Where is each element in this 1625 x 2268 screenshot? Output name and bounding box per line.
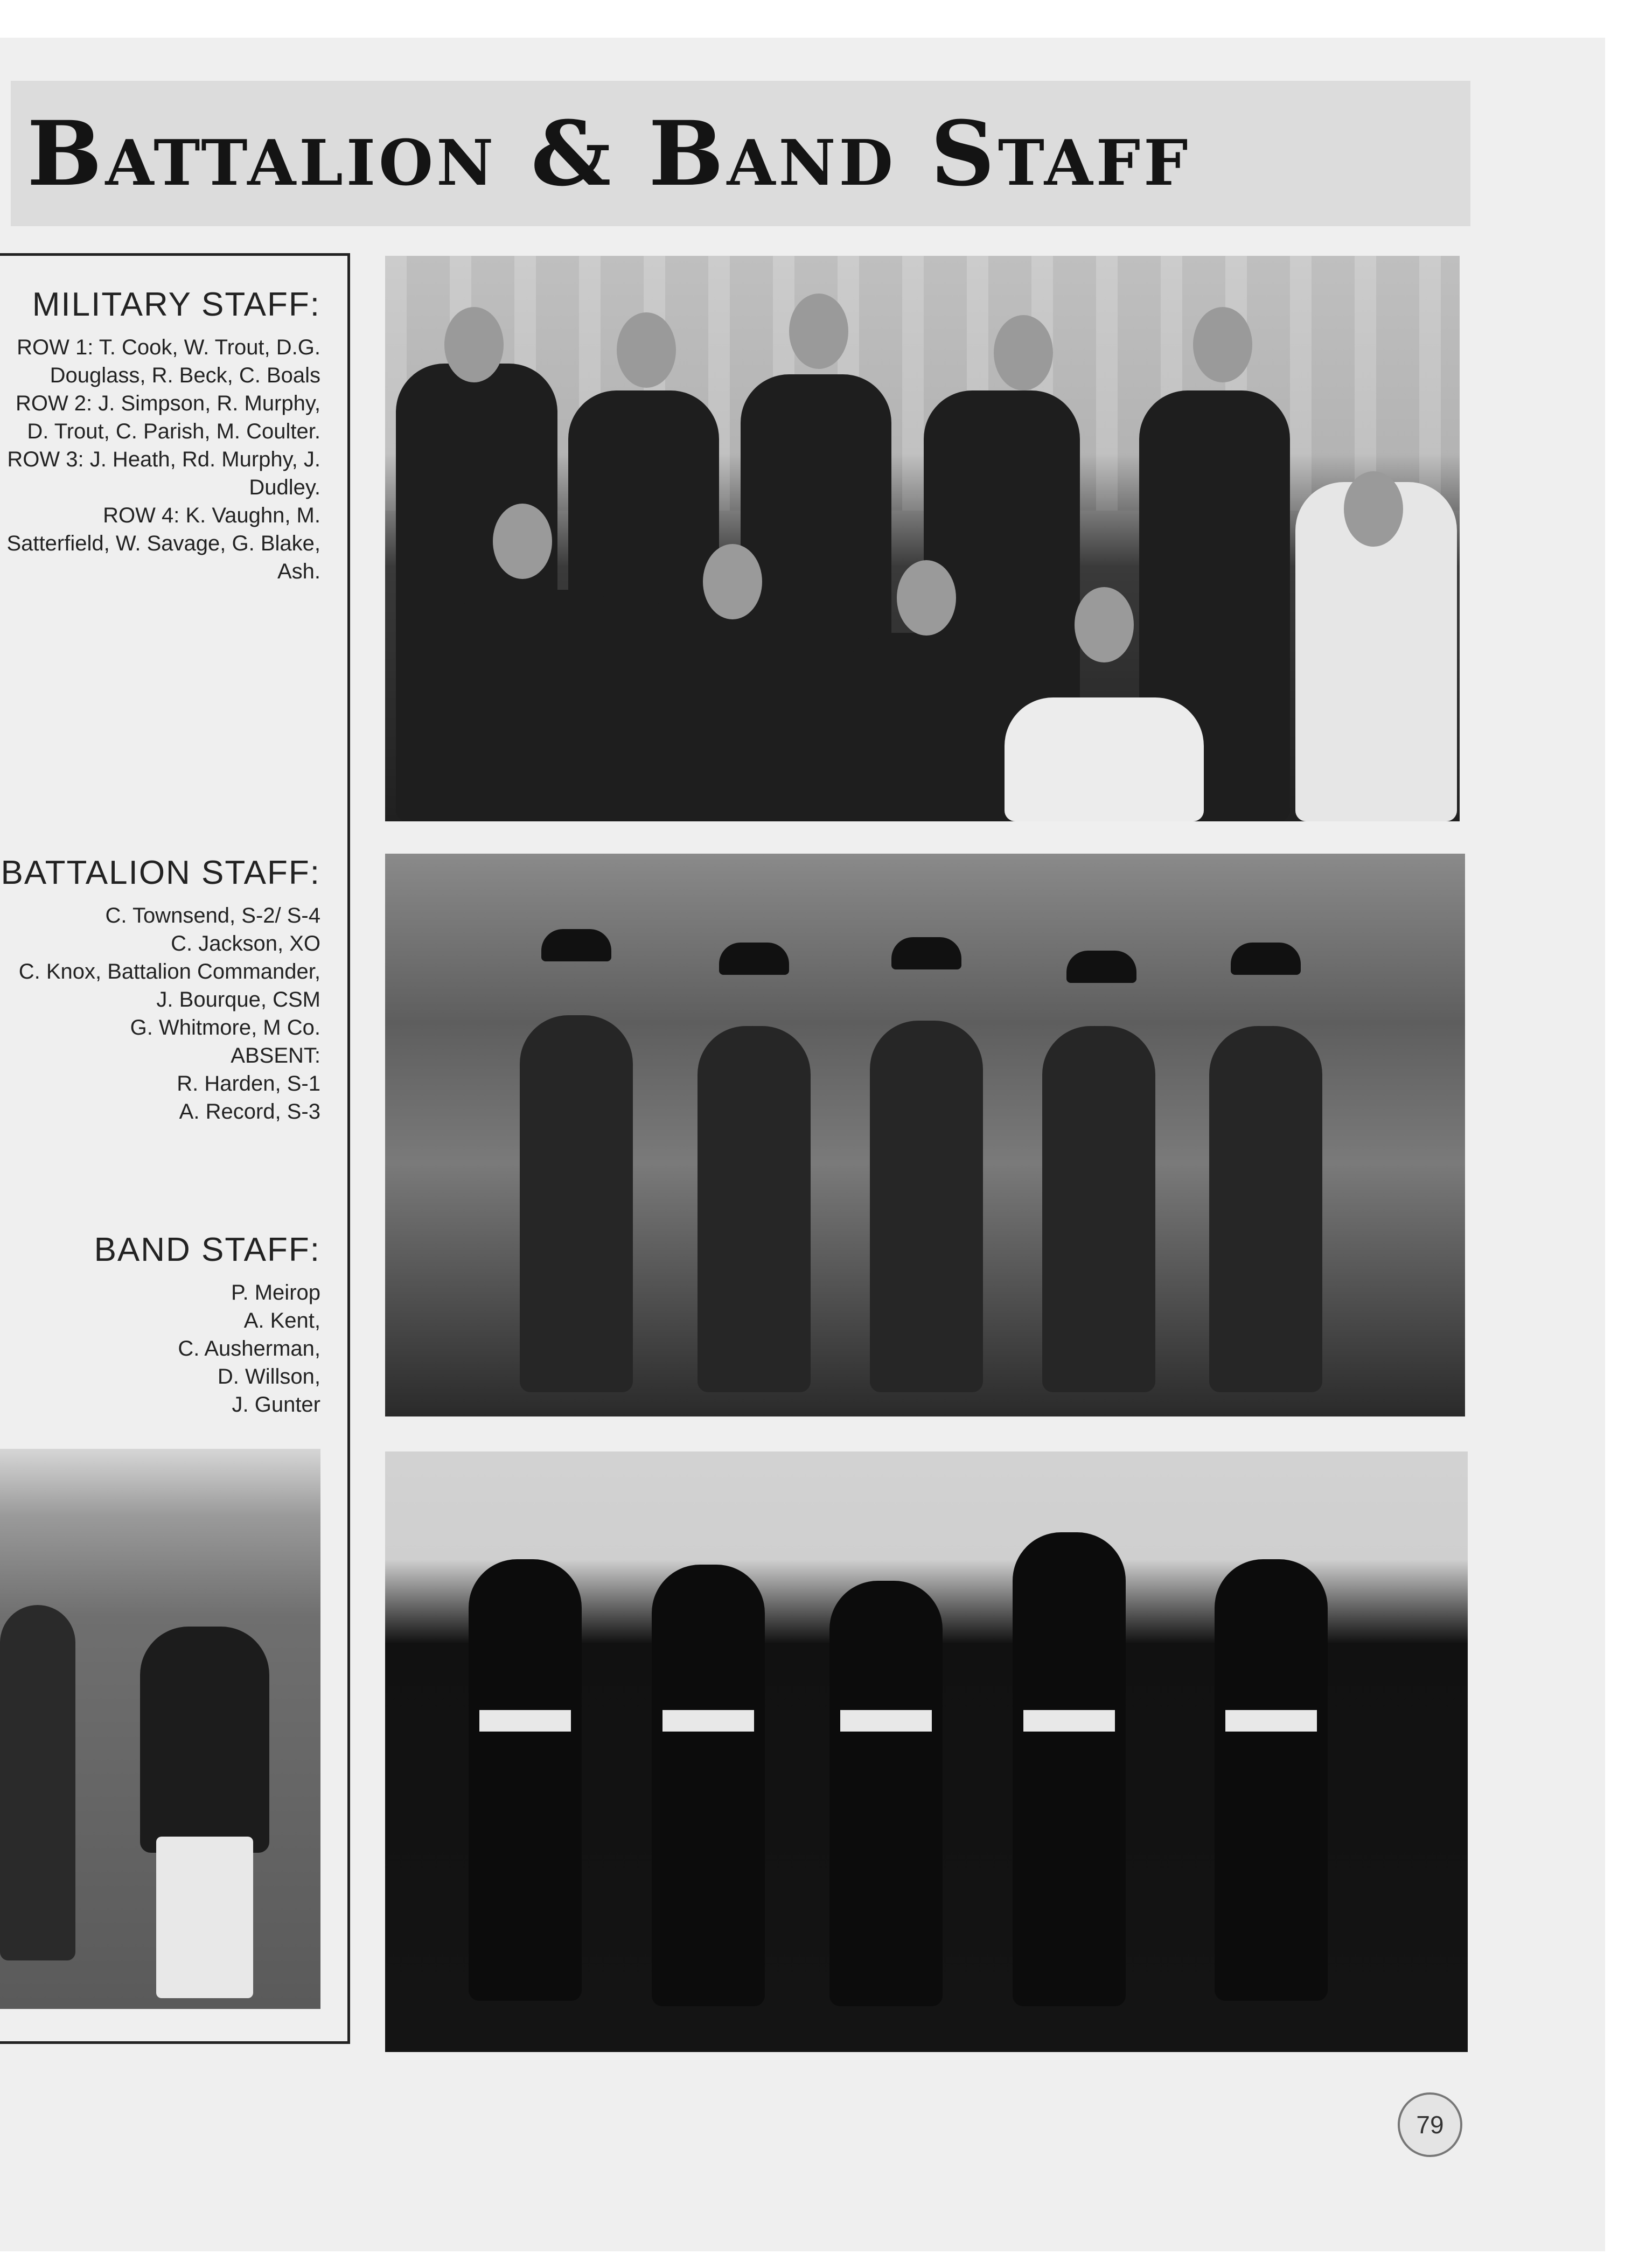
- battalion-staff-heading: BATTALION STAFF:: [1, 854, 320, 891]
- cap: [891, 937, 961, 969]
- caption-line: C. Townsend, S-2/ S-4: [105, 904, 320, 927]
- caption-line: C. Ausherman,: [178, 1337, 320, 1360]
- face: [994, 315, 1053, 390]
- person-silhouette: [450, 590, 627, 821]
- band-staff-photo: [385, 1451, 1468, 2052]
- military-staff-photo: [385, 256, 1460, 821]
- caption-line: A. Record, S-3: [179, 1100, 320, 1123]
- person-silhouette: [843, 633, 1021, 821]
- caption-line: C. Jackson, XO: [171, 932, 320, 955]
- caption-line: Douglass, R. Beck, C. Boals: [50, 364, 320, 387]
- white-belt: [840, 1710, 932, 1732]
- cadet-silhouette: [698, 1026, 811, 1392]
- cadet-silhouette: [1215, 1559, 1328, 2001]
- cadet-silhouette: [469, 1559, 582, 2001]
- battalion-staff-caption: [1, 854, 320, 1126]
- cap: [719, 943, 789, 975]
- caption-line: R. Harden, S-1: [177, 1072, 320, 1095]
- white-trousers: [156, 1837, 253, 1998]
- cadet-silhouette: [520, 1015, 633, 1392]
- face: [444, 307, 504, 382]
- band-staff-caption: [94, 1231, 320, 1419]
- cap: [541, 929, 611, 961]
- caption-line: D. Willson,: [217, 1365, 320, 1388]
- face: [1193, 307, 1252, 382]
- person-silhouette: [644, 590, 821, 821]
- caption-line: Dudley.: [249, 476, 320, 499]
- cap: [1231, 943, 1301, 975]
- caption-line: ROW 2: J. Simpson, R. Murphy,: [15, 392, 320, 415]
- caption-line: ROW 3: J. Heath, Rd. Murphy, J.: [7, 448, 320, 471]
- caption-line: G. Whitmore, M Co.: [130, 1016, 320, 1039]
- face: [789, 294, 848, 369]
- band-staff-heading: BAND STAFF:: [94, 1231, 320, 1268]
- face: [1075, 587, 1134, 662]
- face: [897, 560, 956, 636]
- cadet-silhouette: [870, 1021, 983, 1392]
- face: [1344, 471, 1403, 547]
- page-title: Battalion & Band Staff: [11, 81, 1470, 226]
- battalion-staff-photo: [385, 854, 1465, 1416]
- caption-line: Ash.: [277, 560, 320, 583]
- cadet-silhouette: [829, 1581, 943, 2006]
- face: [617, 312, 676, 388]
- white-belt: [1225, 1710, 1317, 1732]
- white-belt: [479, 1710, 571, 1732]
- military-staff-caption: [7, 285, 321, 585]
- person-silhouette: [0, 1605, 75, 1960]
- caption-line: ROW 4: K. Vaughn, M.: [103, 504, 320, 527]
- military-staff-heading: MILITARY STAFF:: [32, 286, 320, 323]
- caption-line: Satterfield, W. Savage, G. Blake,: [6, 532, 320, 555]
- white-belt: [1023, 1710, 1115, 1732]
- cadet-silhouette: [652, 1565, 765, 2006]
- caption-line: J. Gunter: [232, 1393, 320, 1416]
- cap: [1066, 951, 1136, 983]
- caption-line: A. Kent,: [243, 1309, 320, 1332]
- caption-line: C. Knox, Battalion Commander,: [18, 960, 320, 983]
- caption-line: ABSENT:: [231, 1044, 320, 1067]
- cadet-silhouette: [1042, 1026, 1155, 1392]
- cadet-silhouette: [1013, 1532, 1126, 2006]
- bugler-photo: [0, 1449, 320, 2009]
- face: [493, 504, 552, 579]
- cadet-silhouette: [1209, 1026, 1322, 1392]
- caption-line: ROW 1: T. Cook, W. Trout, D.G.: [17, 336, 320, 359]
- caption-line: D. Trout, C. Parish, M. Coulter.: [27, 420, 320, 443]
- face: [703, 544, 762, 619]
- caption-line: P. Meirop: [231, 1281, 320, 1304]
- person-silhouette: [140, 1627, 269, 1853]
- caption-line: J. Bourque, CSM: [156, 988, 320, 1011]
- white-belt: [662, 1710, 754, 1732]
- page-number: 79: [1398, 2092, 1462, 2157]
- person-silhouette: [1005, 697, 1204, 821]
